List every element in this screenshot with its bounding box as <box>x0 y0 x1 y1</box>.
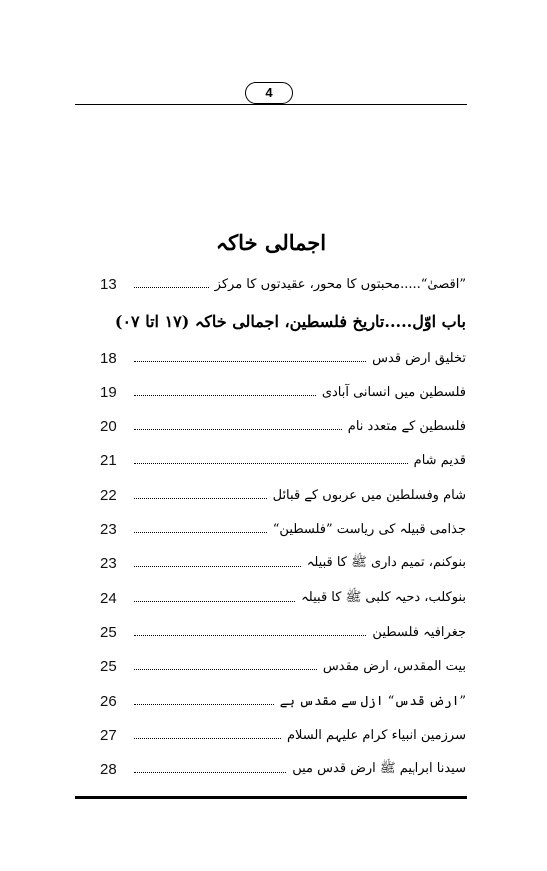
toc-row[interactable] <box>100 483 466 507</box>
toc-row[interactable] <box>100 758 466 782</box>
toc-entry-text: شام وفسلطین میں عربوں کے قبائل <box>272 487 466 503</box>
toc-page-number: 24 <box>100 589 117 607</box>
toc-row[interactable] <box>100 655 466 679</box>
toc-entry-text: بنوکلب، دحیہ کلبی ﷺ کا قبیلہ <box>301 589 466 605</box>
toc-entry-text: بیت المقدس، ارض مقدس <box>322 659 466 675</box>
toc-row[interactable] <box>100 552 466 576</box>
toc-page-number: 25 <box>100 623 117 641</box>
toc-entry-text: فلسطین میں انسانی آبادی <box>321 384 466 400</box>
toc-page-number: 27 <box>100 726 117 744</box>
toc-page-number: 26 <box>100 692 117 710</box>
toc-row[interactable] <box>100 689 466 713</box>
toc-entry-text: ”ارض قدس“ ازل سے مقدس ہے <box>279 693 466 709</box>
toc-entry-text: سیدنا ابراہیم ﷺ ارض قدس میں <box>292 761 466 777</box>
toc-row[interactable] <box>100 586 466 610</box>
toc-entry-text: جغرافیہ فلسطین <box>372 624 466 640</box>
toc-page-number: 20 <box>100 418 117 436</box>
toc-row[interactable] <box>100 449 466 473</box>
toc-entry-text: تخلیق ارض قدس <box>372 350 466 366</box>
toc-row[interactable] <box>100 620 466 644</box>
toc-entry-text: ”اقصیٰ“.....محبتوں کا محور، عقیدتوں کا مرکز <box>214 276 466 292</box>
toc-row[interactable] <box>100 346 466 370</box>
section-heading: اجمالی خاکہ <box>215 230 327 255</box>
toc-leader-dots <box>134 287 209 288</box>
toc-page-number: 22 <box>100 486 117 504</box>
toc-entry-text: فلسطین کے متعدد نام <box>347 419 466 435</box>
toc-page-number: 18 <box>100 349 117 367</box>
toc-leader-dots <box>134 669 317 670</box>
toc-row[interactable] <box>100 723 466 747</box>
chapter-title: باب اوّل.....تاریخ فلسطین، اجمالی خاکہ (۱۷ اتا ۰۷) <box>114 312 466 331</box>
toc-leader-dots <box>134 361 366 362</box>
toc-page-number: 28 <box>100 761 117 779</box>
toc-leader-dots <box>134 704 274 705</box>
toc-leader-dots <box>134 566 301 567</box>
toc-leader-dots <box>134 601 295 602</box>
toc-leader-dots <box>134 395 316 396</box>
toc-leader-dots <box>134 532 267 533</box>
toc-entry-text: بنوکنم، تمیم داری ﷺ کا قبیلہ <box>306 555 466 571</box>
toc-leader-dots <box>134 498 267 499</box>
toc-entry-text: قدیم شام <box>413 453 466 469</box>
toc-leader-dots <box>134 772 286 773</box>
toc-leader-dots <box>134 463 408 464</box>
toc-row[interactable] <box>100 518 466 542</box>
toc-leader-dots <box>134 738 281 739</box>
toc-page-number: 23 <box>100 555 117 573</box>
toc-page-number: 21 <box>100 452 117 470</box>
toc-entry-text: سرزمین انبیاء کرام علیہم السلام <box>286 727 466 743</box>
header-rule <box>75 104 467 105</box>
toc-page-number: 13 <box>100 275 117 293</box>
toc-entry-text: جذامی قبیلہ کی ریاست ”فلسطین“ <box>272 522 466 537</box>
footer-rule <box>75 796 467 799</box>
toc-page-number: 19 <box>100 383 117 401</box>
page-number-badge: 4 <box>245 82 293 104</box>
toc-page-number: 25 <box>100 658 117 676</box>
toc-page-number: 23 <box>100 521 117 538</box>
toc-row[interactable] <box>100 380 466 404</box>
toc-leader-dots <box>134 429 342 430</box>
toc-intro-row[interactable] <box>100 272 466 296</box>
toc-row[interactable] <box>100 415 466 439</box>
toc-leader-dots <box>134 635 366 636</box>
